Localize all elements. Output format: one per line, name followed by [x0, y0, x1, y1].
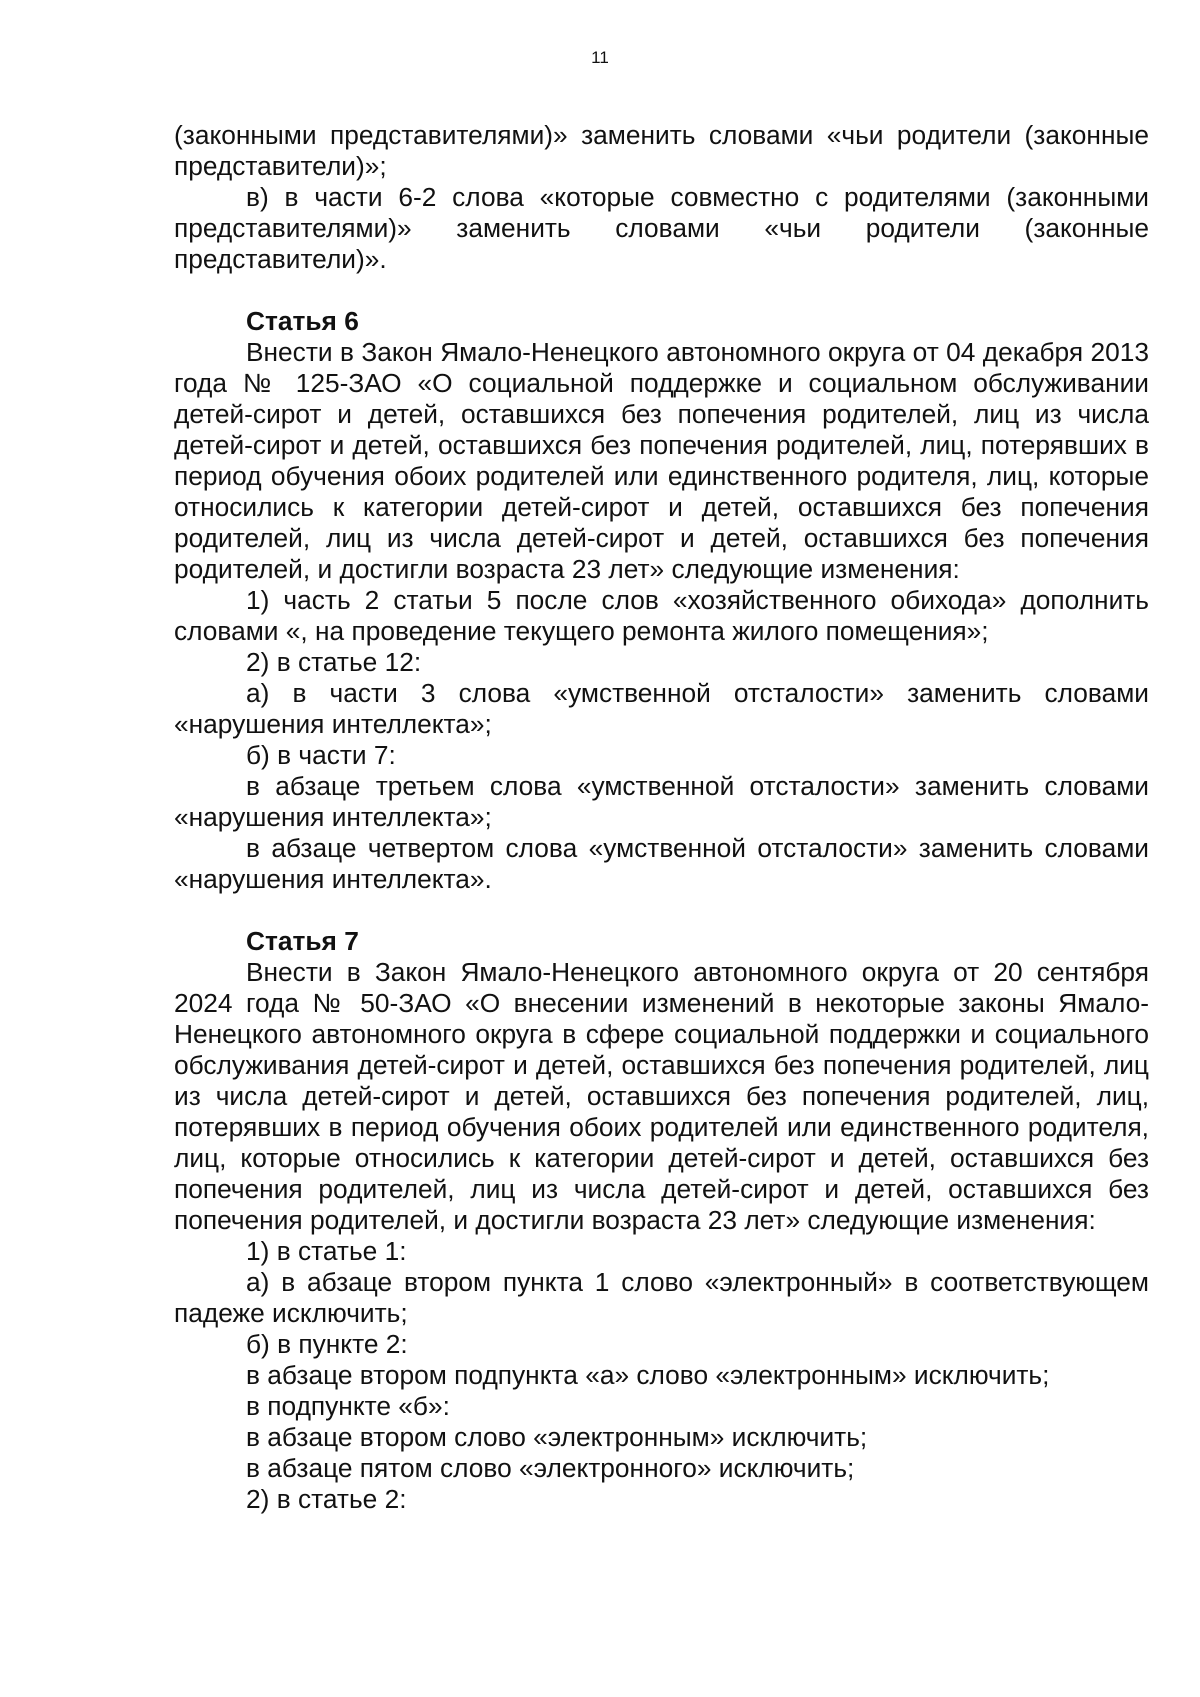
paragraph: Внести в Закон Ямало-Ненецкого автономного округа от 20 сентября 2024 года № 50-ЗАО «О внесении изменений в некоторые законы Ямало-Ненецкого автономного округа в сфере социальной поддержки и социального обслуживания детей-сирот и детей, оставшихся без попечения родителей, лиц из числа детей-сирот и детей, оставшихся без попечения родителей, лиц, потерявших в период обучения обоих родителей или единственного родителя, лиц, которые относились к категории детей-сирот и детей, оставшихся без попечения родителей, лиц из числа детей-сирот и детей, оставшихся без попечения родителей, и достигли возраста 23 лет» следующие изменения: — [174, 957, 1149, 1235]
paragraph: (законными представителями)» заменить словами «чьи родители (законные представители)»; — [174, 120, 1149, 181]
article-6-heading: Статья 6 — [246, 306, 359, 336]
spacer — [174, 895, 1149, 926]
paragraph: в абзаце втором подпункта «а» слово «электронным» исключить; — [246, 1360, 1050, 1390]
paragraph: в подпункте «б»: — [246, 1391, 450, 1421]
paragraph: 1) часть 2 статьи 5 после слов «хозяйственного обихода» дополнить словами «, на проведение текущего ремонта жилого помещения»; — [174, 585, 1149, 646]
paragraph: Внести в Закон Ямало-Ненецкого автономного округа от 04 декабря 2013 года № 125-ЗАО «О социальной поддержке и социальном обслуживании детей-сирот и детей, оставшихся без попечения родителей, лиц из числа детей-сирот и детей, оставшихся без попечения родителей, лиц, потерявших в период обучения обоих родителей или единственного родителя, лиц, которые относились к категории детей-сирот и детей, оставшихся без попечения родителей, лиц из числа детей-сирот и детей, оставшихся без попечения родителей, и достигли возраста 23 лет» следующие изменения: — [174, 337, 1149, 584]
article-7-heading: Статья 7 — [246, 926, 359, 956]
paragraph: в абзаце втором слово «электронным» исключить; — [246, 1422, 868, 1452]
paragraph: в абзаце пятом слово «электронного» исключить; — [246, 1453, 855, 1483]
paragraph: а) в абзаце втором пункта 1 слово «электронный» в соответствующем падеже исключить; — [174, 1267, 1149, 1328]
document-body — [174, 120, 1149, 1515]
paragraph: а) в части 3 слова «умственной отсталости» заменить словами «нарушения интеллекта»; — [174, 678, 1149, 739]
paragraph: в абзаце четвертом слова «умственной отсталости» заменить словами «нарушения интеллекта». — [174, 833, 1149, 894]
spacer — [174, 275, 1149, 306]
paragraph: б) в пункте 2: — [246, 1329, 408, 1359]
page-number: 11 — [591, 48, 609, 67]
paragraph: в) в части 6-2 слова «которые совместно с родителями (законными представителями)» заменить словами «чьи родители (законные представители)». — [174, 182, 1149, 274]
paragraph: 1) в статье 1: — [246, 1236, 407, 1266]
paragraph: б) в части 7: — [246, 740, 396, 770]
paragraph: 2) в статье 12: — [246, 647, 422, 677]
paragraph: в абзаце третьем слова «умственной отсталости» заменить словами «нарушения интеллекта»; — [174, 771, 1149, 832]
paragraph: 2) в статье 2: — [246, 1484, 407, 1514]
